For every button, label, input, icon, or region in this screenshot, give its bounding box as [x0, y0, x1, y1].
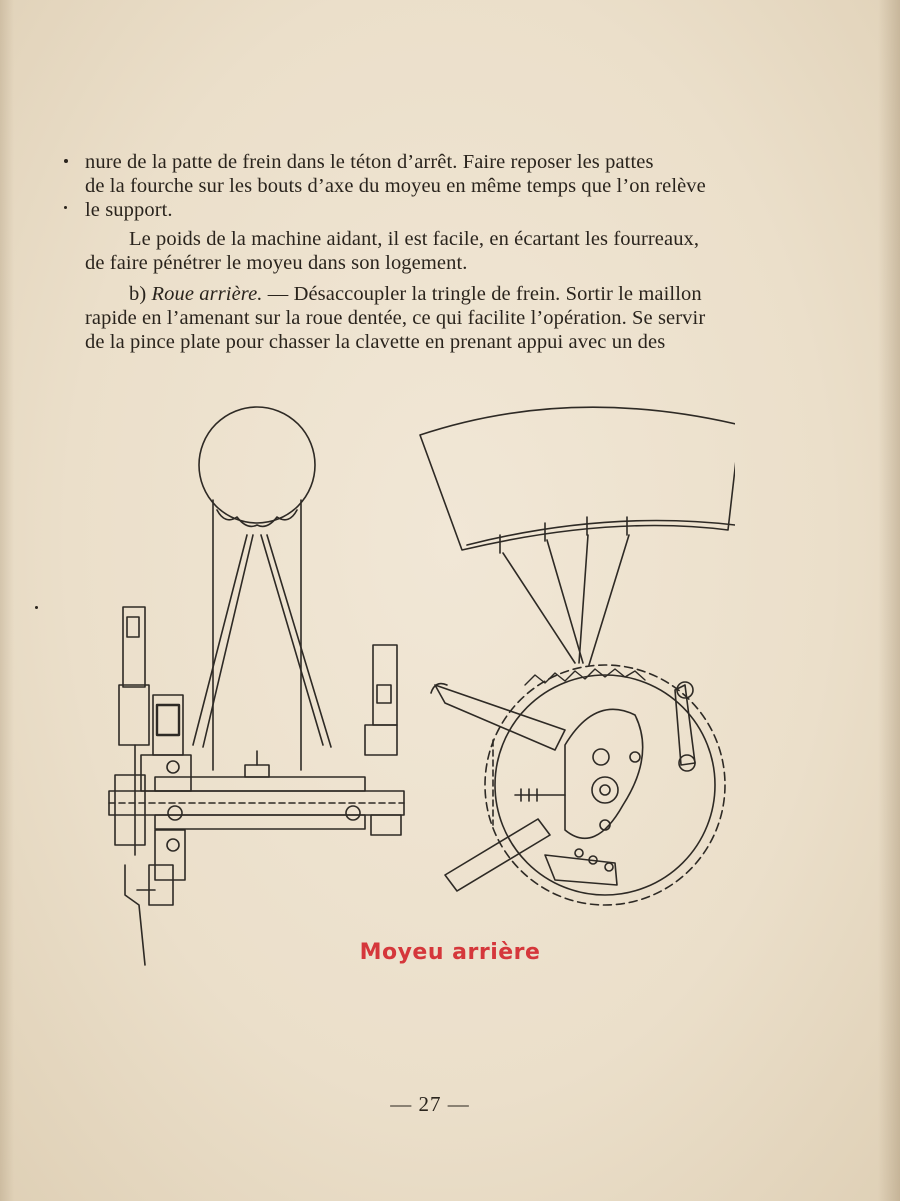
rear-hub-illustration	[95, 385, 735, 985]
section-lead: — Désaccoupler la tringle de frein. Sortir le maillon	[262, 283, 702, 305]
ink-speck	[35, 606, 38, 609]
text-line: de la fourche sur les bouts d’axe du moyeu en même temps que l’on relève	[85, 175, 706, 197]
text-line-heading	[85, 282, 777, 306]
text-line: rapide en l’amenant sur la roue dentée, ce qui facilite l’opération. Se servir	[85, 307, 706, 329]
text-line: nure de la patte de frein dans le téton d’arrêt. Faire reposer les pattes	[85, 151, 654, 173]
ink-speck	[64, 206, 67, 209]
text-line: le support.	[85, 199, 173, 221]
paragraph-2	[85, 227, 777, 275]
page-left-shadow	[0, 0, 14, 1201]
page-number: — 27 —	[390, 1092, 470, 1116]
ink-speck	[64, 159, 68, 163]
section-label: b)	[129, 283, 152, 305]
figure-caption: Moyeu arrière	[359, 940, 541, 965]
text-line: Le poids de la machine aidant, il est facile, en écartant les fourreaux,	[129, 228, 700, 250]
paragraph-3	[85, 282, 777, 354]
text-line: de faire pénétrer le moyeu dans son logement.	[85, 252, 468, 274]
section-title: Roue arrière.	[151, 283, 263, 305]
page-right-shadow	[878, 0, 900, 1201]
hub-cross-section	[109, 407, 404, 965]
text-line: de la pince plate pour chasser la clavette en prenant appui avec un des	[85, 331, 666, 353]
hub-side-view	[420, 407, 735, 905]
paragraph-1	[85, 150, 777, 222]
